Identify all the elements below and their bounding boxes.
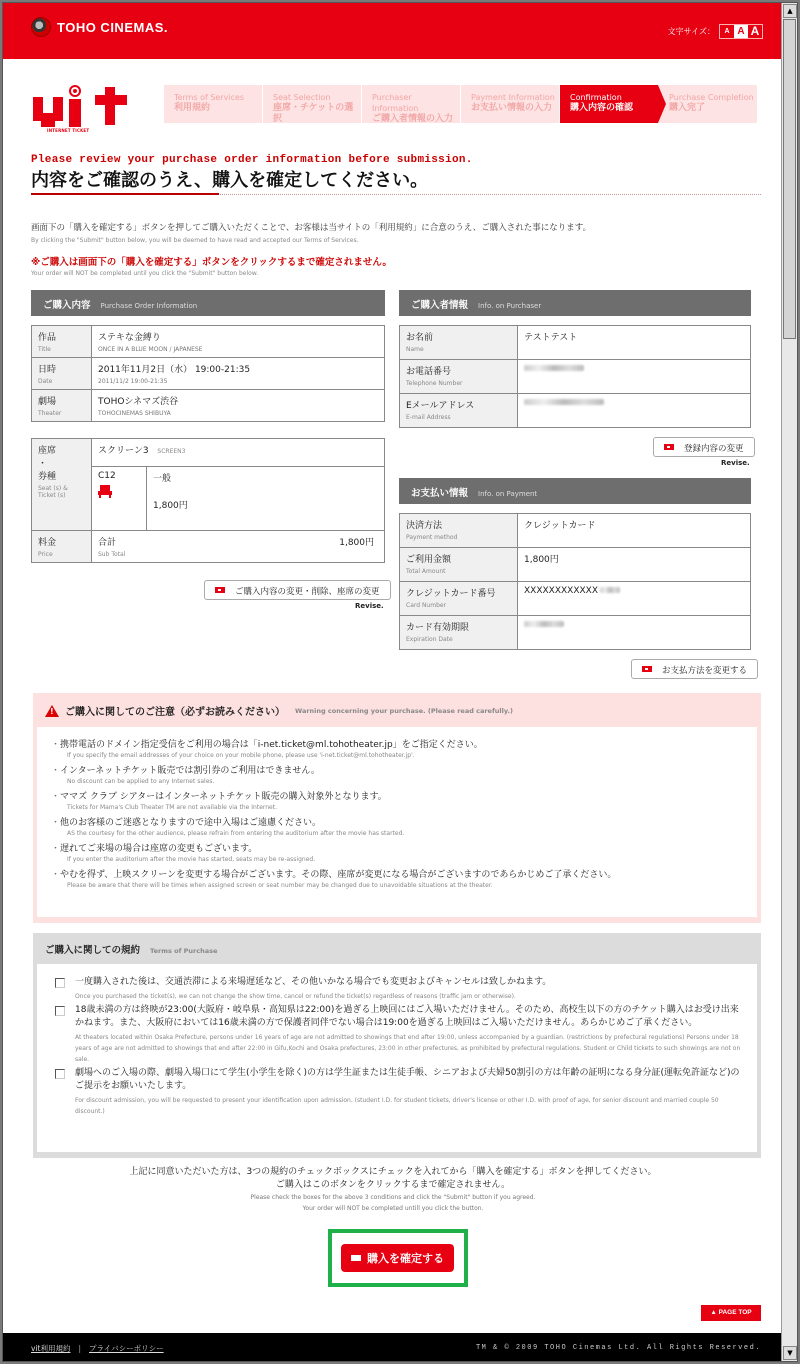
agree-instructions: 上記に同意いただいた方は、3つの規約のチェックボックスにチェックを入れてから「購入を確定する」ボタンを押してください。 ご購入はこのボタンをクリックするまで確定されません。 Please check the boxes for the above 3 conditions and click the "Submit" button if you agreed. Your order will NOT be completed untill you click the button. <box>129 1167 657 1212</box>
list-item: ・ インターネットチケット販売では割引券のご利用はできません。 No discount can be applied to any Internet sales. <box>51 763 743 785</box>
blurred-expiration <box>524 621 564 627</box>
seat-table: 座席 ・ 券種 Seat (s) & Ticket (s) スクリーン3 SCREEN3 C12 一般 1,800円 料金 Price 合計 Sub Total 1,800円 <box>31 438 385 563</box>
change-registration-button[interactable]: 登録内容の変更 <box>653 437 755 457</box>
scroll-thumb[interactable] <box>783 19 796 339</box>
order-date-row: 日時 Date 2011年11月2日（水） 19:00-21:35 2011/11/2 19:00-21:35 <box>32 358 385 390</box>
step-completion: Purchase Completion 購入完了 <box>659 85 758 123</box>
terms-item: 一度購入された後は、交通渋滞による来場遅延など、その他いかなる場合でも変更およびキャンセルは致しかねます。 Once you purchased the ticket(s), we can not change the show time, cancel or refund the ticket(s) regardless of reasons (traffic jam or otherwise). <box>55 976 743 1002</box>
vit-logo-sub: INTERNET TICKET <box>47 128 90 133</box>
blurred-phone <box>524 365 584 371</box>
footer-privacy-link[interactable]: プライバシーポリシー <box>89 1344 164 1353</box>
terms-note-jp: 画面下の「購入を確定する」ボタンを押してご購入いただくことで、お客様は当サイトの「利用規約」に合意のうえ、ご購入された事になります。 <box>31 223 592 233</box>
warning-list <box>37 727 757 917</box>
scroll-down-icon[interactable]: ▼ <box>783 1346 797 1360</box>
terms-checkbox-1[interactable] <box>55 978 65 988</box>
font-size-switcher <box>668 24 763 39</box>
page-title: 内容をご確認のうえ、購入を確定してください。 <box>31 170 429 191</box>
seat-icon <box>98 484 112 498</box>
page-subtitle-en: Please review your purchase order information before submission. <box>31 154 473 166</box>
progress-steps <box>164 85 758 123</box>
title-divider <box>31 194 761 195</box>
terms-section: ご購入に関しての規約 Terms of Purchase 一度購入された後は、交通渋滞による来場遅延など、その他いかなる場合でも変更およびキャンセルは致しかねます。 Once you purchased the ticket(s), we can not change the show time, cancel or refund the ticket(s) regardless of reasons (traffic jam or otherwise). 18歳未満の方は終映が23:00(大阪府・岐阜県・高知県は22:00)を過ぎる上映回にはご入場いただけません。そのため、高校生以下の方のチケット購入はお受け出来かねます。また、大阪府においては16歳未満の方で保護者同伴でない場合は19:00を過ぎる上映回はご入場いただけません。あらかじめご了承ください。 At theaters located within Osaka Prefecture, persons under 16 years of age are not admitted to showings that end after 19:00, unless accompanied by a guardian. (restrictions by prefectural regulations) Persons under 18 years of age are not admitted to showings that end after 22:00 in Gifu,Kochi and Osaka prefectures, 23:00 in other prefectures, as prohibited by prefectural regulations. Student or Child tickets to such showings are not on sale. 劇場へのご入場の際、劇場入場口にて学生(小学生を除く)の方は学生証または生徒手帳、シニアおよび夫婦50割引の方は年齢の証明になる身分証(運転免許証など)のご提示をお願いいたします。 For discount admission, you will be requested to present your identification upon admission. (student I.D. for student tickets, driver's license or other I.D. with proof of age, for senior discount and married couple 50 discount.) <box>33 933 761 1158</box>
revise-label: Revise. <box>355 602 384 610</box>
list-item: ・ ママズ クラブ シアターはインターネットチケット販売の購入対象外となります。 Tickets for Mama's Club Theater TM are not available via the Internet. <box>51 789 743 811</box>
list-item: ・ 携帯電話のドメイン指定受信をご利用の場合は「i-net.ticket@ml.tohotheater.jp」をご指定ください。 If you specify the email addresses of your choice on your mobile phone, please use 'i-net.ticket@ml.tohotheater.jp'. <box>51 737 743 759</box>
order-theater-row: 劇場 Theater TOHOシネマズ渋谷 TOHOCINEMAS SHIBUYA <box>32 390 385 422</box>
change-order-button[interactable]: ご購入内容の変更・削除、座席の変更 <box>204 580 391 600</box>
warning-icon <box>45 705 59 717</box>
vit-logo <box>31 85 141 133</box>
terms-item: 18歳未満の方は終映が23:00(大阪府・岐阜県・高知県は22:00)を過ぎる上映回にはご入場いただけません。そのため、高校生以下の方のチケット購入はお受け出来かねます。また、大阪府においては16歳未満の方で保護者同伴でない場合は19:00を過ぎる上映回はご入場いただけません。あらかじめご了承ください。 At theaters located within Osaka Prefecture, persons under 16 years of age are not admitted to showings that end after 19:00, unless accompanied by a guardian. (restrictions by prefectural regulations) Persons under 18 years of age are not admitted to showings that end after 22:00 in Gifu,Kochi and Osaka prefectures, 23:00 in other prefectures, as prohibited by prefectural regulations. Student or Child tickets to such showings are not on sale. <box>55 1004 743 1065</box>
blurred-email <box>524 399 604 405</box>
submit-warning-jp: ※ご購入は画面下の「購入を確定する」ボタンをクリックするまで確定されません。 <box>31 257 392 268</box>
font-size-label: 文字サイズ： <box>667 27 715 36</box>
page <box>3 3 783 1361</box>
price-row: 料金 Price 合計 Sub Total 1,800円 <box>32 531 385 563</box>
vit-logo-icon <box>31 85 141 129</box>
page-top-button[interactable]: ▲ PAGE TOP <box>701 1305 761 1321</box>
submit-warning-en: Your order will NOT be completed until you click the "Submit" button below. <box>31 270 259 277</box>
order-table <box>31 325 385 422</box>
step-purchaser-info: Purchaser Information ご購入者情報の入力 <box>362 85 461 123</box>
list-item: ・ やむを得ず、上映スクリーンを変更する場合がございます。その際、座席が変更になる場合がございますのであらかじめご了承ください。 Please be aware that there will be times when assigned screen or seat number may be changed due to unavoidable situations at the theater. <box>51 867 743 889</box>
font-size-large-button[interactable]: A <box>750 24 760 38</box>
warning-section: ! ご購入に関してのご注意（必ずお読みください） Warning concerning your purchase. (Please read carefully.) ・ 携帯電話のドメイン指定受信をご利用の場合は「i-net.ticket@ml.tohotheater.jp」をご指定ください。 If you specify the email addresses of your choice on your mobile phone, please use 'i-net.ticket@ml.tohotheater.jp'. ・ インターネットチケット販売では割引券のご利用はできません。 No discount can be applied to any Internet sales. ・ ママズ クラブ シアターはインターネットチケット販売の購入対象外となります。 Tickets for Mama's Club Theater TM are not available via the Internet. ・ 他のお客様のご迷惑となりますので途中入場はご遠慮ください。 AS the courtesy for the other audience, please refrain from entering the auditorium after the movie has started. ・ 遅れてご来場の場合は座席の変更もございます。 If you enter the auditorium after the movie has started, seats may be re-assigned. ・ やむを得ず、上映スクリーンを変更する場合がございます。その際、座席が変更になる場合がございますのであらかじめご了承ください。 Please be aware that there will be times when assigned screen or seat number may be changed due to unavoidable situations at the theater. <box>33 693 761 923</box>
payment-table: 決済方法 Payment method クレジットカード ご利用金額 Total Amount 1,800円 クレジットカード番号 Card Number XXXXXXXXXXXX カード有効期限 Expiration Date <box>399 513 751 650</box>
ticket-cell: 一般 1,800円 <box>147 467 385 531</box>
step-terms: Terms of Services 利用規約 <box>164 85 263 123</box>
seat-cell: C12 <box>92 467 147 531</box>
vertical-scrollbar[interactable] <box>781 3 797 1361</box>
arrow-icon <box>215 587 225 593</box>
font-size-medium-button[interactable]: A <box>734 25 748 38</box>
order-title-row: 作品 Title ステキな金縛り ONCE IN A BLUE MOON / JAPANESE <box>32 326 385 358</box>
purchaser-section-header: ご購入者情報 Info. on Purchaser <box>399 290 751 316</box>
change-payment-button[interactable]: お支払方法を変更する <box>631 659 758 679</box>
list-item: ・ 遅れてご来場の場合は座席の変更もございます。 If you enter the auditorium after the movie has started, seats may be re-assigned. <box>51 841 743 863</box>
step-payment-info: Payment Information お支払い情報の入力 <box>461 85 560 123</box>
brand-name: TOHO CINEMAS. <box>57 19 168 35</box>
toho-logo-icon <box>31 17 51 37</box>
submit-purchase-button[interactable]: 購入を確定する <box>341 1244 454 1272</box>
footer: vit利用規約 | プライバシーポリシー TM & © 2009 TOHO Cinemas Ltd. All Rights Reserved. <box>3 1333 783 1362</box>
terms-checkbox-3[interactable] <box>55 1069 65 1079</box>
purchaser-table: お名前 Name テストテスト お電話番号 Telephone Number Eメールアドレス E-mail Address <box>399 325 751 428</box>
terms-list <box>37 964 757 1152</box>
copyright: TM & © 2009 TOHO Cinemas Ltd. All Rights Reserved. <box>475 1344 761 1352</box>
toho-logo[interactable] <box>31 17 168 37</box>
terms-checkbox-2[interactable] <box>55 1006 65 1016</box>
footer-terms-link[interactable]: vit利用規約 <box>31 1344 71 1353</box>
revise-label: Revise. <box>721 459 750 467</box>
arrow-icon <box>351 1255 361 1261</box>
arrow-icon <box>664 444 674 450</box>
step-seat-selection: Seat Selection 座席・チケットの選択 <box>263 85 362 123</box>
payment-section-header: お支払い情報 Info. on Payment <box>399 478 751 504</box>
font-size-small-button[interactable]: A <box>724 28 730 35</box>
list-item: ・ 他のお客様のご迷惑となりますので途中入場はご遠慮ください。 AS the courtesy for the other audience, please refrain from entering the auditorium after the movie has started. <box>51 815 743 837</box>
order-section-header: ご購入内容 Purchase Order Information <box>31 290 385 316</box>
terms-item: 劇場へのご入場の際、劇場入場口にて学生(小学生を除く)の方は学生証または生徒手帳、シニアおよび夫婦50割引の方は年齢の証明になる身分証(運転免許証など)のご提示をお願いいたします。 For discount admission, you will be requested to present your identification upon admission. (student I.D. for student tickets, driver's license or other I.D. with proof of age, for senior discount and married couple 50 discount.) <box>55 1067 743 1117</box>
blurred-card-digits <box>600 587 620 593</box>
step-confirmation: Confirmation 購入内容の確認 <box>560 85 659 123</box>
terms-note-en: By clicking the "Submit" button below, you will be deemed to have read and accepted our Terms of Services. <box>31 237 359 244</box>
arrow-icon <box>642 666 652 672</box>
site-header <box>3 3 783 59</box>
browser-window <box>2 2 798 1362</box>
scroll-up-icon[interactable]: ▲ <box>783 4 797 18</box>
